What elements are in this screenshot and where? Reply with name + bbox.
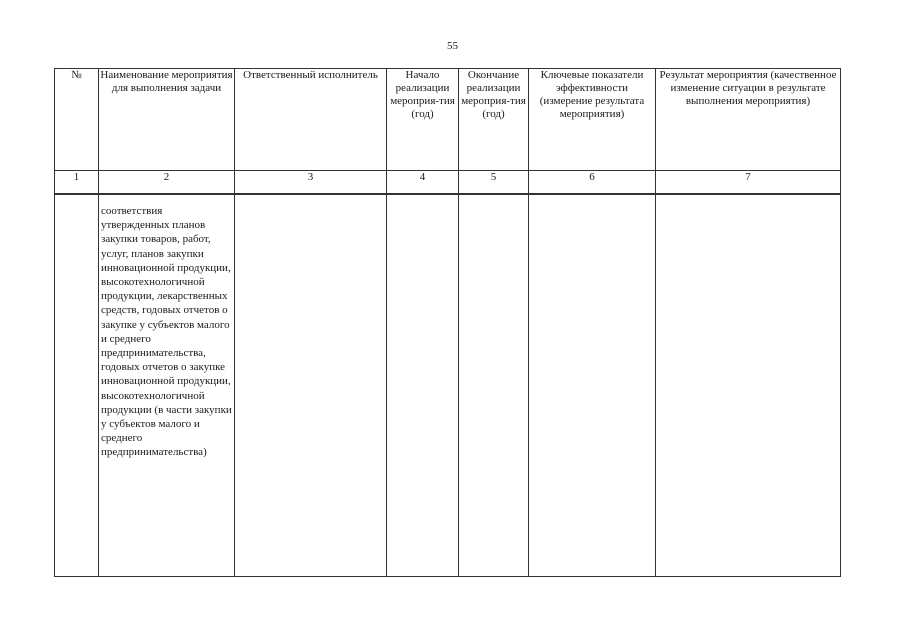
header-measure-name: Наименование мероприятия для выполнения задачи [99, 69, 235, 171]
header-kpi: Ключевые показатели эффективности (измерение результата мероприятия) [529, 69, 656, 171]
header-responsible: Ответственный исполнитель [235, 69, 387, 171]
row-number-cell [55, 194, 99, 577]
column-number: 6 [529, 171, 656, 195]
table-row [55, 194, 841, 577]
column-number: 1 [55, 171, 99, 195]
header-end-year: Окончание реализации мероприя-тия (год) [459, 69, 529, 171]
page-number: 55 [447, 40, 458, 52]
responsible-cell [235, 194, 387, 577]
header-result: Результат мероприятия (качественное изменение ситуации в результате выполнения мероприятия) [656, 69, 841, 171]
column-number: 2 [99, 171, 235, 195]
column-number: 5 [459, 171, 529, 195]
kpi-cell [529, 194, 656, 577]
column-number: 7 [656, 171, 841, 195]
result-cell [656, 194, 841, 577]
header-number: № [55, 69, 99, 171]
start-year-cell [387, 194, 459, 577]
measures-table [54, 68, 841, 577]
column-number: 4 [387, 171, 459, 195]
measure-name-cell: соответствия утвержденных планов закупки товаров, работ, услуг, планов закупки инновационной продукции, высокотехнологичной продукции, лекарственных средств, годовых отчетов о закупке у субъектов малого и среднего предпринимательства, годовых отчетов о закупке инновационной продукции, высокотехнологичной продукции (в части закупки у субъектов малого и среднего предпринимательства) [99, 194, 235, 577]
column-number-row [55, 171, 841, 195]
end-year-cell [459, 194, 529, 577]
header-start-year: Начало реализации мероприя-тия (год) [387, 69, 459, 171]
table-header-row [55, 69, 841, 171]
column-number: 3 [235, 171, 387, 195]
